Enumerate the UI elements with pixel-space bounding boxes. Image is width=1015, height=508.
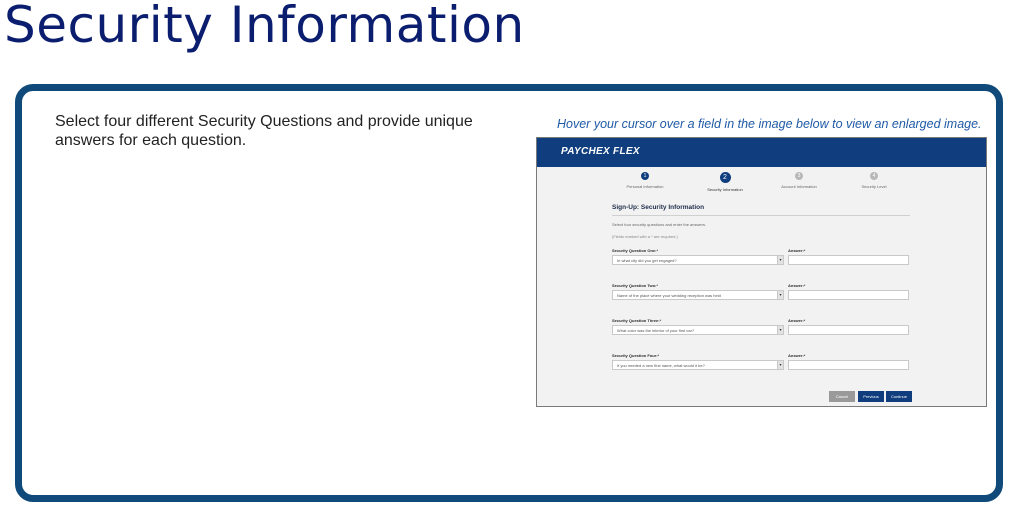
security-question-four-select[interactable] (612, 360, 784, 370)
previous-button[interactable]: Previous (858, 391, 884, 402)
answer-one-field[interactable] (788, 255, 909, 265)
signup-screenshot[interactable] (536, 137, 987, 407)
content-panel (15, 84, 1003, 502)
step-personal-information (605, 172, 685, 189)
question-label: Security Question Three:* (612, 318, 662, 323)
question-row-four (612, 353, 912, 381)
chevron-down-icon[interactable]: ▾ (777, 326, 783, 334)
answer-two-field[interactable] (788, 290, 909, 300)
form-title: Sign-Up: Security Information (612, 204, 705, 211)
step-label: Security Information (707, 187, 743, 192)
step-dot: 4 (870, 172, 878, 180)
selected-question: In what city did you get engaged? (617, 258, 677, 263)
brand-bar (537, 138, 986, 167)
step-dot: 2 (720, 172, 731, 183)
step-label: Security Level (861, 184, 887, 189)
step-dot: 3 (795, 172, 803, 180)
page-title: Security Information (4, 0, 525, 54)
selected-question: Name of the place where your wedding reception was held (617, 293, 721, 298)
question-row-three (612, 318, 912, 346)
chevron-down-icon[interactable]: ▾ (777, 361, 783, 369)
answer-three-field[interactable] (788, 325, 909, 335)
step-account-information (759, 172, 839, 189)
selected-question: What color was the interior of your first car? (617, 328, 695, 333)
answer-four-field[interactable] (788, 360, 909, 370)
question-row-two (612, 283, 912, 311)
answer-label: Answer:* (788, 353, 806, 358)
chevron-down-icon[interactable]: ▾ (777, 256, 783, 264)
answer-label: Answer:* (788, 283, 806, 288)
question-label: Security Question Two:* (612, 283, 658, 288)
step-security-information (685, 172, 765, 192)
security-question-two-select[interactable] (612, 290, 784, 300)
selected-question: If you needed a new first name, what would it be? (617, 363, 705, 368)
continue-button[interactable]: Continue (886, 391, 912, 402)
step-security-level (834, 172, 914, 189)
chevron-down-icon[interactable]: ▾ (777, 291, 783, 299)
progress-steps (537, 167, 986, 197)
question-label: Security Question One:* (612, 248, 659, 253)
hover-hint: Hover your cursor over a field in the image below to view an enlarged image. (557, 117, 982, 131)
security-question-three-select[interactable] (612, 325, 784, 335)
step-label: Personal Information (626, 184, 664, 189)
paychex-flex-logo: PAYCHEX FLEX (561, 146, 640, 157)
step-label: Account Information (781, 184, 817, 189)
answer-label: Answer:* (788, 248, 806, 253)
form-description: Select four security questions and enter the answers. (612, 222, 707, 227)
security-question-one-select[interactable] (612, 255, 784, 265)
question-row-one (612, 248, 912, 276)
answer-label: Answer:* (788, 318, 806, 323)
divider (612, 215, 910, 216)
question-label: Security Question Four:* (612, 353, 660, 358)
step-dot: 1 (641, 172, 649, 180)
required-note: (Fields marked with a * are required.) (612, 234, 678, 239)
cancel-button[interactable]: Cancel (829, 391, 855, 402)
instructions-text: Select four different Security Questions and provide unique answers for each question. (55, 113, 473, 149)
